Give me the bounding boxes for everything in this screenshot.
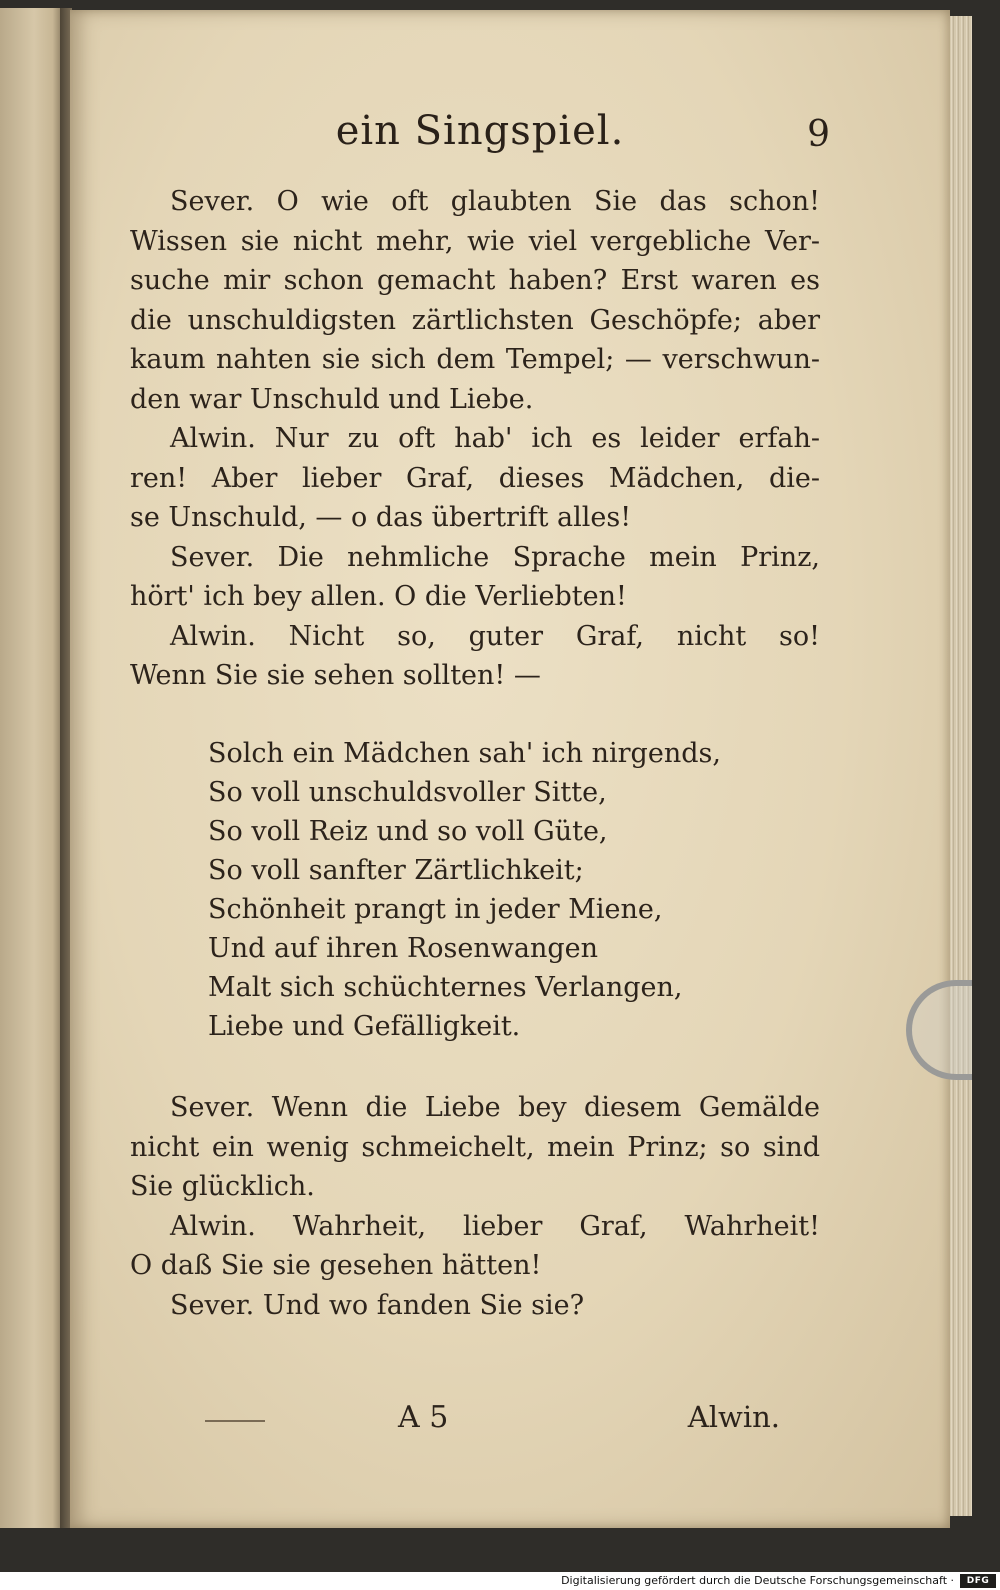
verse-line: Solch ein Mädchen sah' ich nirgends, — [208, 738, 721, 769]
dialogue-block-bottom — [130, 1088, 820, 1325]
text-line: O daß Sie sie gesehen hätten! — [130, 1250, 542, 1281]
digitization-credit: Digitalisierung gefördert durch die Deutsche Forschungsgemeinschaft · — [561, 1574, 954, 1587]
text-line: Alwin. Wahrheit, lieber Graf, Wahrheit! — [170, 1210, 820, 1242]
text-line: Wenn Sie sie sehen sollten! — — [130, 660, 541, 691]
text-line: ren! Aber lieber Graf, dieses Mädchen, die- — [130, 462, 820, 494]
text-line: kaum nahten sie sich dem Tempel; — verschwun- — [130, 344, 820, 375]
dialogue-block-top — [130, 182, 820, 696]
text-line: nicht ein wenig schmeichelt, mein Prinz; so sind — [130, 1131, 820, 1163]
text-line: Sie glücklich. — [130, 1171, 315, 1202]
verse-line: So voll sanfter Zärtlichkeit; — [208, 855, 584, 886]
verse-line: Malt sich schüchternes Verlangen, — [208, 972, 683, 1003]
song-verse — [208, 734, 768, 1046]
verse-line: Liebe und Gefälligkeit. — [208, 1011, 521, 1042]
signature-mark: A 5 — [398, 1400, 449, 1435]
text-line: Sever. Und wo fanden Sie sie? — [170, 1289, 585, 1321]
dfg-logo-icon: DFG — [960, 1574, 996, 1588]
verse-line: So voll Reiz und so voll Güte, — [208, 816, 608, 847]
text-line: Sever. O wie oft glaubten Sie das schon! — [170, 186, 820, 217]
text-line: die unschuldigsten zärtlichsten Geschöpfe; aber — [130, 304, 820, 336]
verse-line: So voll unschuldsvoller Sitte, — [208, 777, 607, 808]
text-line: Sever. Wenn die Liebe bey diesem Gemälde — [170, 1092, 820, 1123]
text-line: hört' ich bey allen. O die Verliebten! — [130, 581, 627, 612]
text-line: den war Unschuld und Liebe. — [130, 383, 534, 415]
facing-page-edge — [0, 8, 62, 1528]
page-stack-edge — [950, 16, 972, 1516]
text-line: Sever. Die nehmliche Sprache mein Prinz, — [170, 541, 820, 573]
verse-line: Schönheit prangt in jeder Miene, — [208, 894, 663, 925]
text-line: Alwin. Nur zu oft hab' ich es leider erfah- — [170, 423, 820, 454]
text-line: Wissen sie nicht mehr, wie viel vergebliche Ver- — [130, 225, 820, 257]
text-line: se Unschuld, — o das übertrift alles! — [130, 502, 632, 533]
page-number: 9 — [807, 114, 830, 155]
text-line: suche mir schon gemacht haben? Erst waren es — [130, 265, 820, 296]
verse-line: Und auf ihren Rosenwangen — [208, 933, 599, 964]
footer-rule — [205, 1420, 265, 1422]
text-line: Alwin. Nicht so, guter Graf, nicht so! — [170, 620, 820, 652]
catchword: Alwin. — [687, 1400, 780, 1434]
running-head-title: ein Singspiel. — [335, 108, 625, 154]
